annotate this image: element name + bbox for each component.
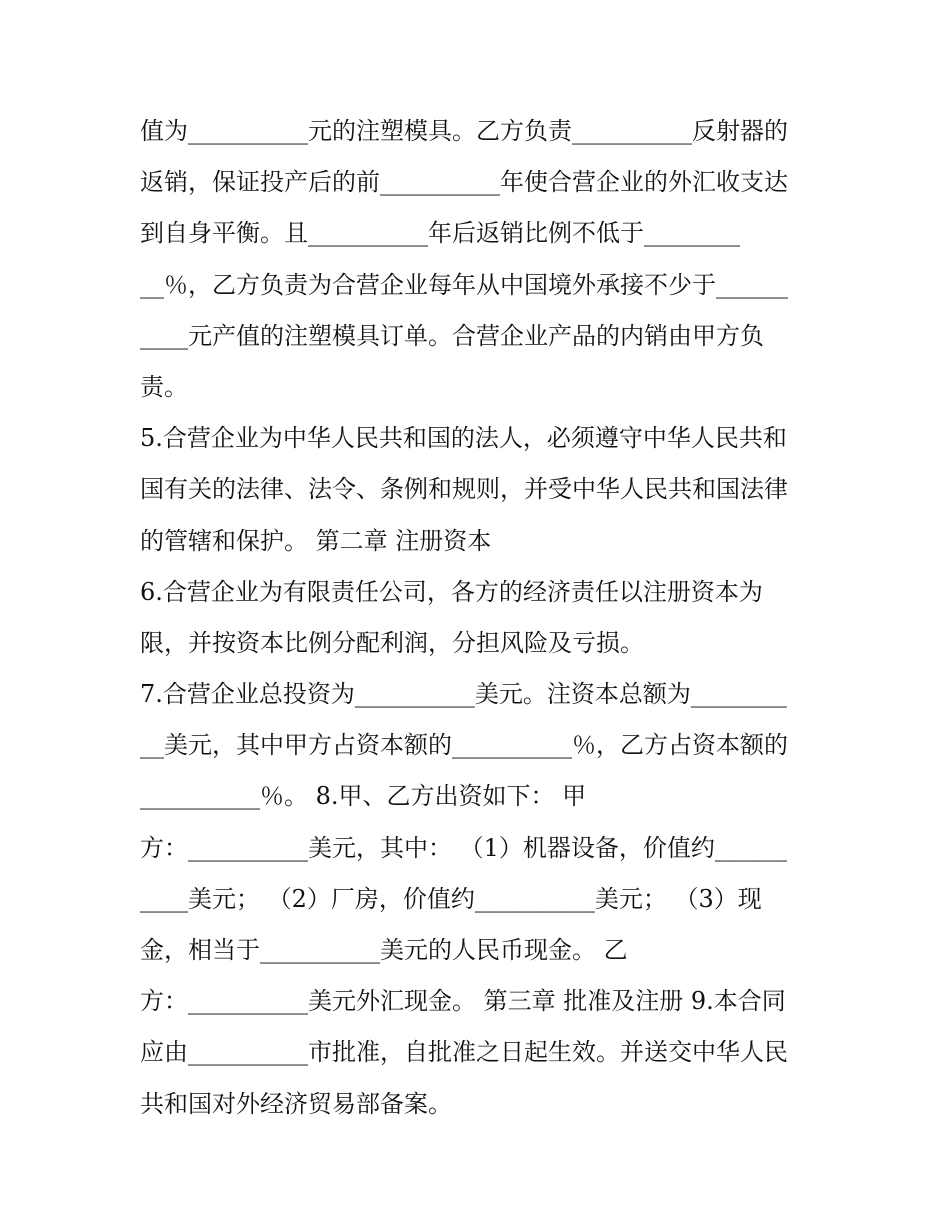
text-line: 返销，保证投产后的前__________年使合营企业的外汇收支达 [140, 168, 788, 197]
text-line: 5.合营企业为中华人民共和国的法人，必须遵守中华人民共和 [140, 424, 787, 453]
text-line: 应由__________市批准，自批准之日起生效。并送交中华人民 [140, 1038, 788, 1067]
text-line: 责。 [140, 372, 188, 401]
text-line: 7.合营企业总投资为__________美元。注资本总额为________ [140, 680, 787, 709]
text-line: __美元，其中甲方占资本额的__________％，乙方占资本额的 [140, 731, 788, 760]
text-line: ____美元； （2）厂房，价值约__________美元； （3）现 [140, 884, 762, 913]
text-line: 国有关的法律、法令、条例和规则，并受中华人民共和国法律 [140, 475, 788, 504]
text-line: 方：__________美元外汇现金。 第三章 批准及注册 9.本合同 [140, 987, 786, 1016]
text-line: ____元产值的注塑模具订单。合营企业产品的内销由甲方负 [140, 321, 764, 350]
contract-text-block [140, 106, 820, 1130]
text-line: 值为__________元的注塑模具。乙方负责__________反射器的 [140, 117, 788, 145]
text-line: 共和国对外经济贸易部备案。 [140, 1089, 452, 1118]
text-line: __％，乙方负责为合营企业每年从中国境外承接不少于______ [140, 270, 788, 299]
text-line: 6.合营企业为有限责任公司，各方的经济责任以注册资本为 [140, 577, 763, 606]
text-line: 的管辖和保护。 第二章 注册资本 [140, 526, 492, 555]
text-line: 金，相当于__________美元的人民币现金。 乙 [140, 936, 628, 964]
text-line: __________％。 8.甲、乙方出资如下： 甲 [140, 782, 587, 811]
text-line: 到自身平衡。且__________年后返销比例不低于________ [140, 219, 740, 248]
text-line: 方：__________美元，其中： （1）机器设备，价值约______ [140, 833, 787, 862]
text-line: 限，并按资本比例分配利润，分担风险及亏损。 [140, 628, 644, 657]
